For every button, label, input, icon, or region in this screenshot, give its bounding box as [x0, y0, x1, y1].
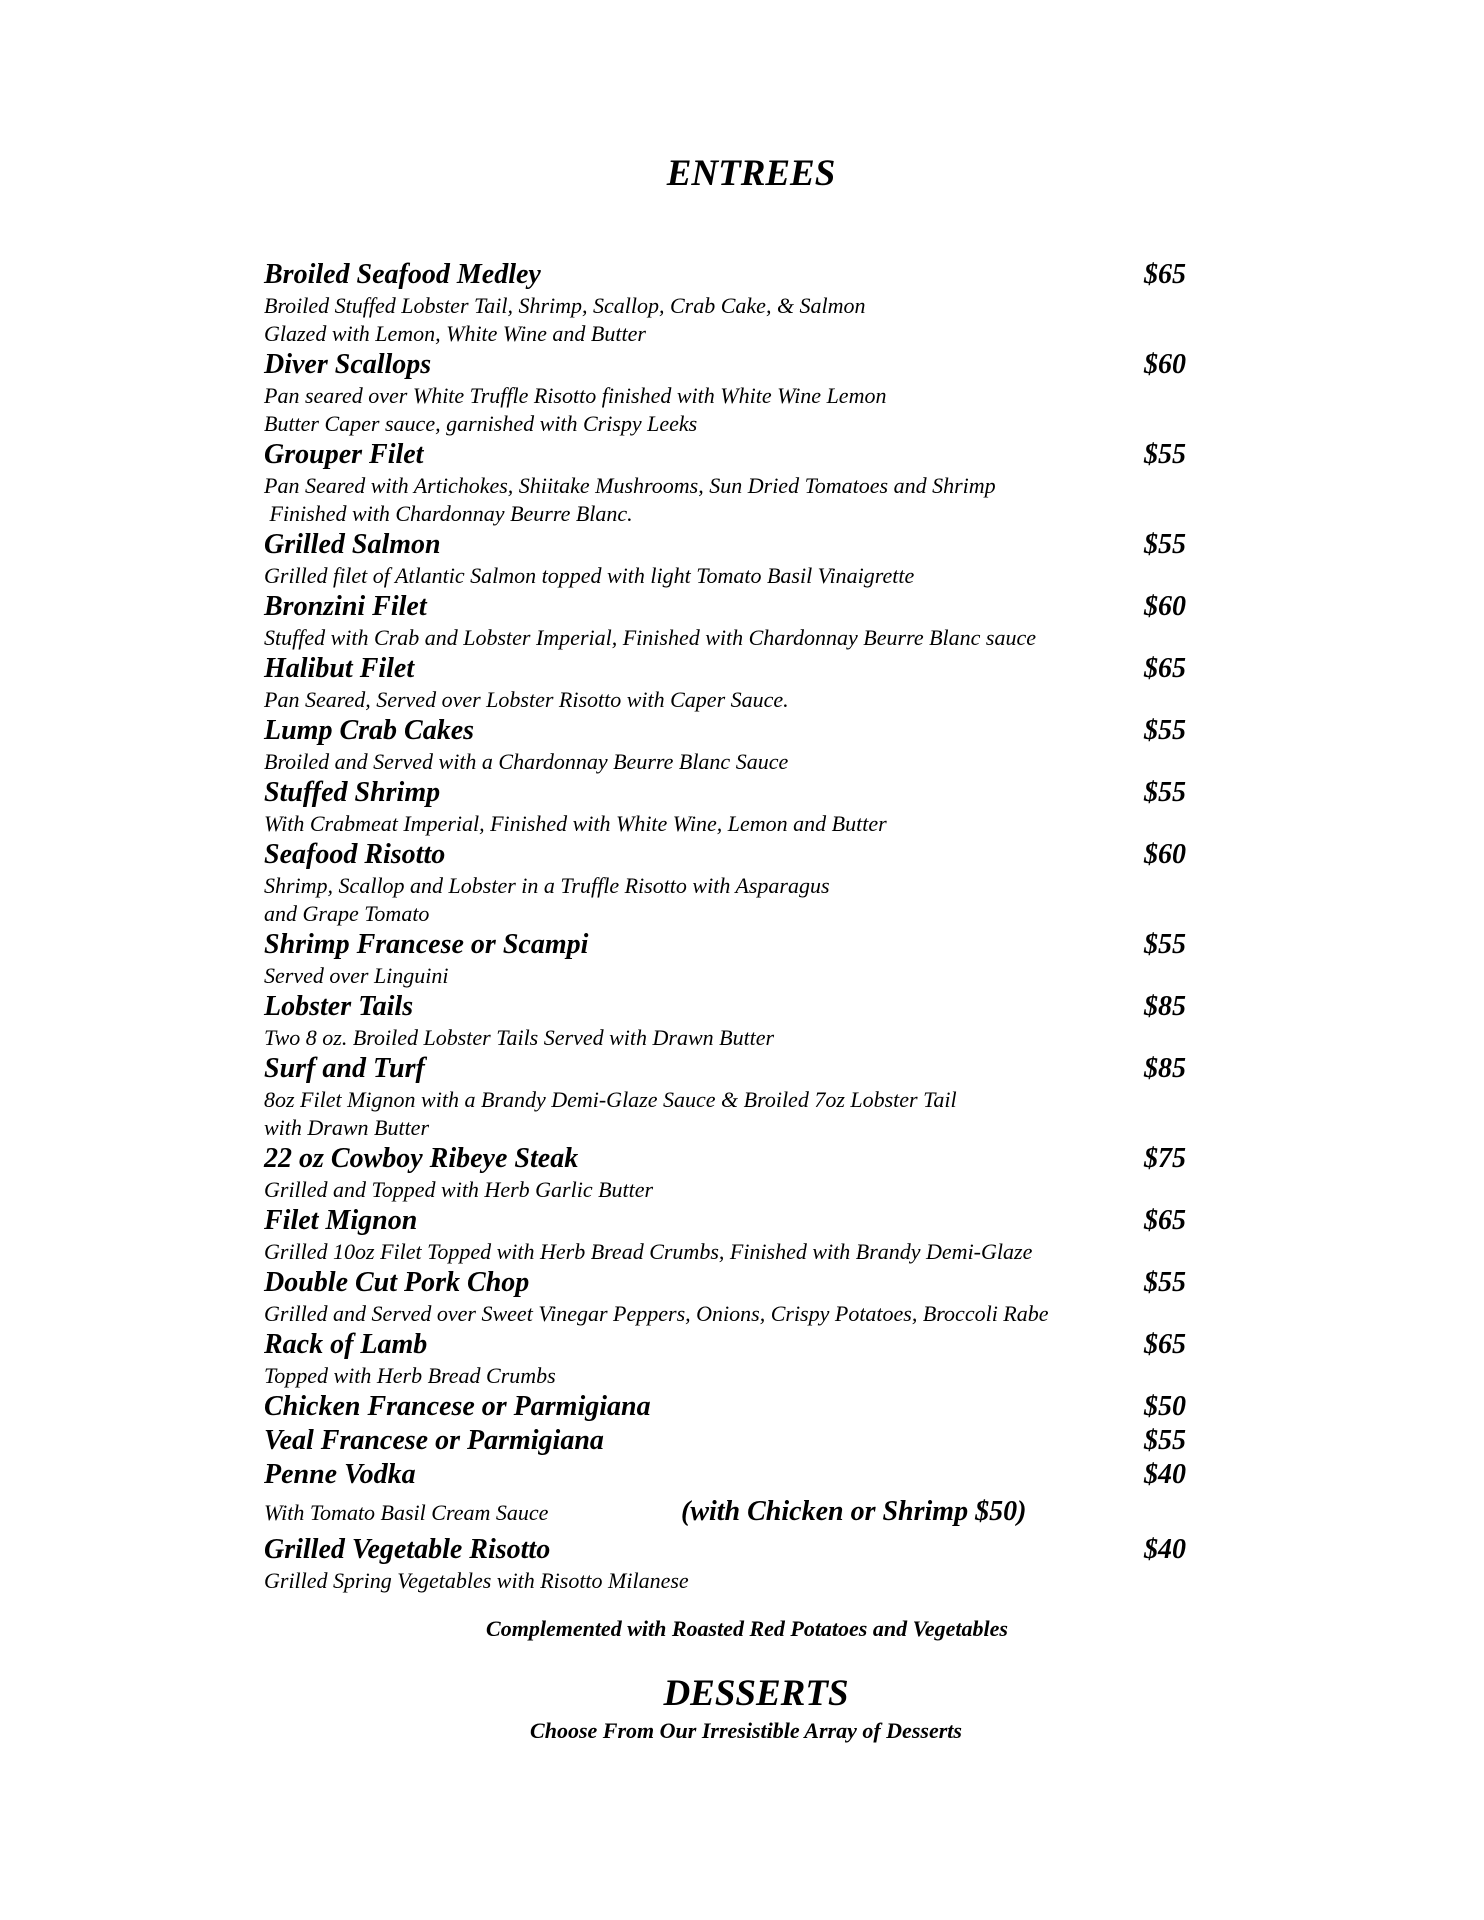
menu-item	[264, 838, 1194, 928]
menu-item	[264, 438, 1194, 528]
menu-item-description: Glazed with Lemon, White Wine and Butter	[264, 321, 646, 346]
menu-item-name: Diver Scallops	[264, 349, 432, 380]
complement-note: Complemented with Roasted Red Potatoes and Vegetables	[486, 1616, 1008, 1641]
menu-item-price: $65	[1144, 653, 1186, 684]
menu-item-description: Broiled and Served with a Chardonnay Beurre Blanc Sauce	[264, 749, 789, 774]
menu-item-header	[264, 438, 1194, 472]
menu-item	[264, 714, 1194, 776]
menu-item-description: Grilled and Served over Sweet Vinegar Peppers, Onions, Crispy Potatoes, Broccoli Rabe	[264, 1301, 1049, 1326]
menu-item-description: Grilled and Topped with Herb Garlic Butter	[264, 1177, 654, 1202]
menu-item-header	[264, 1204, 1194, 1238]
menu-item-price: $55	[1144, 439, 1186, 470]
entrees-list	[264, 258, 1194, 1595]
menu-item-description: Pan seared over White Truffle Risotto finished with White Wine Lemon	[264, 383, 887, 408]
menu-item-header	[264, 590, 1194, 624]
menu-item-header	[264, 1533, 1194, 1567]
menu-item-header	[264, 258, 1194, 292]
menu-item-header	[264, 1390, 1194, 1424]
menu-item-name: Grilled Vegetable Risotto	[264, 1534, 551, 1565]
menu-item-name: Veal Francese or Parmigiana	[264, 1425, 604, 1456]
menu-item-name: Surf and Turf	[264, 1053, 425, 1084]
menu-item-description: Two 8 oz. Broiled Lobster Tails Served with Drawn Butter	[264, 1025, 775, 1050]
menu-item-header	[264, 1328, 1194, 1362]
menu-item-description: With Crabmeat Imperial, Finished with White Wine, Lemon and Butter	[264, 811, 887, 836]
menu-item	[264, 1052, 1194, 1142]
menu-item	[264, 528, 1194, 590]
menu-item-name: Filet Mignon	[264, 1205, 418, 1236]
menu-item	[264, 928, 1194, 990]
menu-item-description: with Drawn Butter	[264, 1115, 430, 1140]
menu-item-description: With Tomato Basil Cream Sauce	[264, 1500, 549, 1525]
menu-item-price: $50	[1144, 1391, 1186, 1422]
menu-item-description: Served over Linguini	[264, 963, 449, 988]
desserts-title: DESSERTS	[663, 1673, 849, 1714]
menu-item-price: $55	[1144, 777, 1186, 808]
menu-item-price: $85	[1144, 991, 1186, 1022]
menu-item-header	[264, 652, 1194, 686]
menu-item-name: Halibut Filet	[264, 653, 415, 684]
menu-item-header	[264, 1424, 1194, 1458]
menu-item-header	[264, 714, 1194, 748]
menu-item-price: $65	[1144, 1329, 1186, 1360]
menu-item-price: $65	[1144, 1205, 1186, 1236]
menu-item-addon-note: (with Chicken or Shrimp $50)	[681, 1496, 1027, 1527]
menu-item-price: $65	[1144, 259, 1186, 290]
menu-item-header	[264, 990, 1194, 1024]
menu-item-name: Grilled Salmon	[264, 529, 441, 560]
menu-item-header	[264, 348, 1194, 382]
menu-item	[264, 652, 1194, 714]
menu-item-header	[264, 838, 1194, 872]
menu-item-description: Grilled filet of Atlantic Salmon topped with light Tomato Basil Vinaigrette	[264, 563, 915, 588]
menu-item-price: $55	[1144, 929, 1186, 960]
menu-item	[264, 348, 1194, 438]
menu-item-description: Grilled 10oz Filet Topped with Herb Bread Crumbs, Finished with Brandy Demi-Glaze	[264, 1239, 1033, 1264]
menu-item	[264, 258, 1194, 348]
menu-item-name: Broiled Seafood Medley	[264, 259, 541, 290]
menu-item	[264, 990, 1194, 1052]
menu-item-price: $55	[1144, 1425, 1186, 1456]
menu-item	[264, 1328, 1194, 1390]
menu-item-description: and Grape Tomato	[264, 901, 430, 926]
menu-item-description: Topped with Herb Bread Crumbs	[264, 1363, 556, 1388]
menu-item-name: Seafood Risotto	[264, 839, 446, 870]
menu-item-description: Stuffed with Crab and Lobster Imperial, Finished with Chardonnay Beurre Blanc sauce	[264, 625, 1036, 650]
menu-item-name: 22 oz Cowboy Ribeye Steak	[264, 1143, 579, 1174]
menu-item-name: Bronzini Filet	[264, 591, 427, 622]
desserts-subtitle: Choose From Our Irresistible Array of Desserts	[530, 1718, 962, 1743]
menu-item	[264, 1424, 1194, 1458]
menu-item-price: $60	[1144, 349, 1186, 380]
menu-item-price: $75	[1144, 1143, 1186, 1174]
menu-item-description: 8oz Filet Mignon with a Brandy Demi-Glaze Sauce & Broiled 7oz Lobster Tail	[264, 1087, 957, 1112]
menu-item	[264, 1390, 1194, 1424]
menu-item-name: Stuffed Shrimp	[264, 777, 441, 808]
menu-item-description: Shrimp, Scallop and Lobster in a Truffle Risotto with Asparagus	[264, 873, 830, 898]
menu-item-name: Lump Crab Cakes	[264, 715, 475, 746]
menu-item-header	[264, 1142, 1194, 1176]
menu-item-name: Shrimp Francese or Scampi	[264, 929, 589, 960]
menu-item-price: $55	[1144, 529, 1186, 560]
menu-item-description: Butter Caper sauce, garnished with Crispy Leeks	[264, 411, 698, 436]
menu-item	[264, 1533, 1194, 1595]
menu-item-description-row	[264, 1492, 1194, 1533]
menu-item	[264, 1142, 1194, 1204]
menu-item-price: $40	[1144, 1534, 1186, 1565]
menu-item-price: $40	[1144, 1459, 1186, 1490]
menu-item-description: Pan Seared, Served over Lobster Risotto with Caper Sauce.	[264, 687, 789, 712]
menu-item-description: Pan Seared with Artichokes, Shiitake Mushrooms, Sun Dried Tomatoes and Shrimp	[264, 473, 996, 498]
menu-item-header	[264, 776, 1194, 810]
menu-item-name: Rack of Lamb	[264, 1329, 428, 1360]
menu-item-price: $55	[1144, 715, 1186, 746]
menu-item-description: Grilled Spring Vegetables with Risotto Milanese	[264, 1568, 689, 1593]
menu-item-description: Broiled Stuffed Lobster Tail, Shrimp, Scallop, Crab Cake, & Salmon	[264, 293, 866, 318]
menu-item-header	[264, 1266, 1194, 1300]
menu-item-name: Grouper Filet	[264, 439, 424, 470]
menu-item-description: Finished with Chardonnay Beurre Blanc.	[264, 501, 633, 526]
menu-item	[264, 776, 1194, 838]
menu-item	[264, 590, 1194, 652]
menu-item	[264, 1204, 1194, 1266]
menu-item-price: $85	[1144, 1053, 1186, 1084]
menu-item-price: $60	[1144, 839, 1186, 870]
menu-item-price: $55	[1144, 1267, 1186, 1298]
menu-item-header	[264, 1052, 1194, 1086]
menu-item-header	[264, 1458, 1194, 1492]
menu-item-name: Chicken Francese or Parmigiana	[264, 1391, 651, 1422]
menu-item-name: Lobster Tails	[264, 991, 414, 1022]
menu-item-name: Double Cut Pork Chop	[264, 1267, 530, 1298]
entrees-title: ENTREES	[666, 153, 836, 194]
menu-item-header	[264, 928, 1194, 962]
menu-item	[264, 1458, 1194, 1533]
menu-item-price: $60	[1144, 591, 1186, 622]
menu-item	[264, 1266, 1194, 1328]
menu-item-header	[264, 528, 1194, 562]
menu-item-name: Penne Vodka	[264, 1459, 416, 1490]
